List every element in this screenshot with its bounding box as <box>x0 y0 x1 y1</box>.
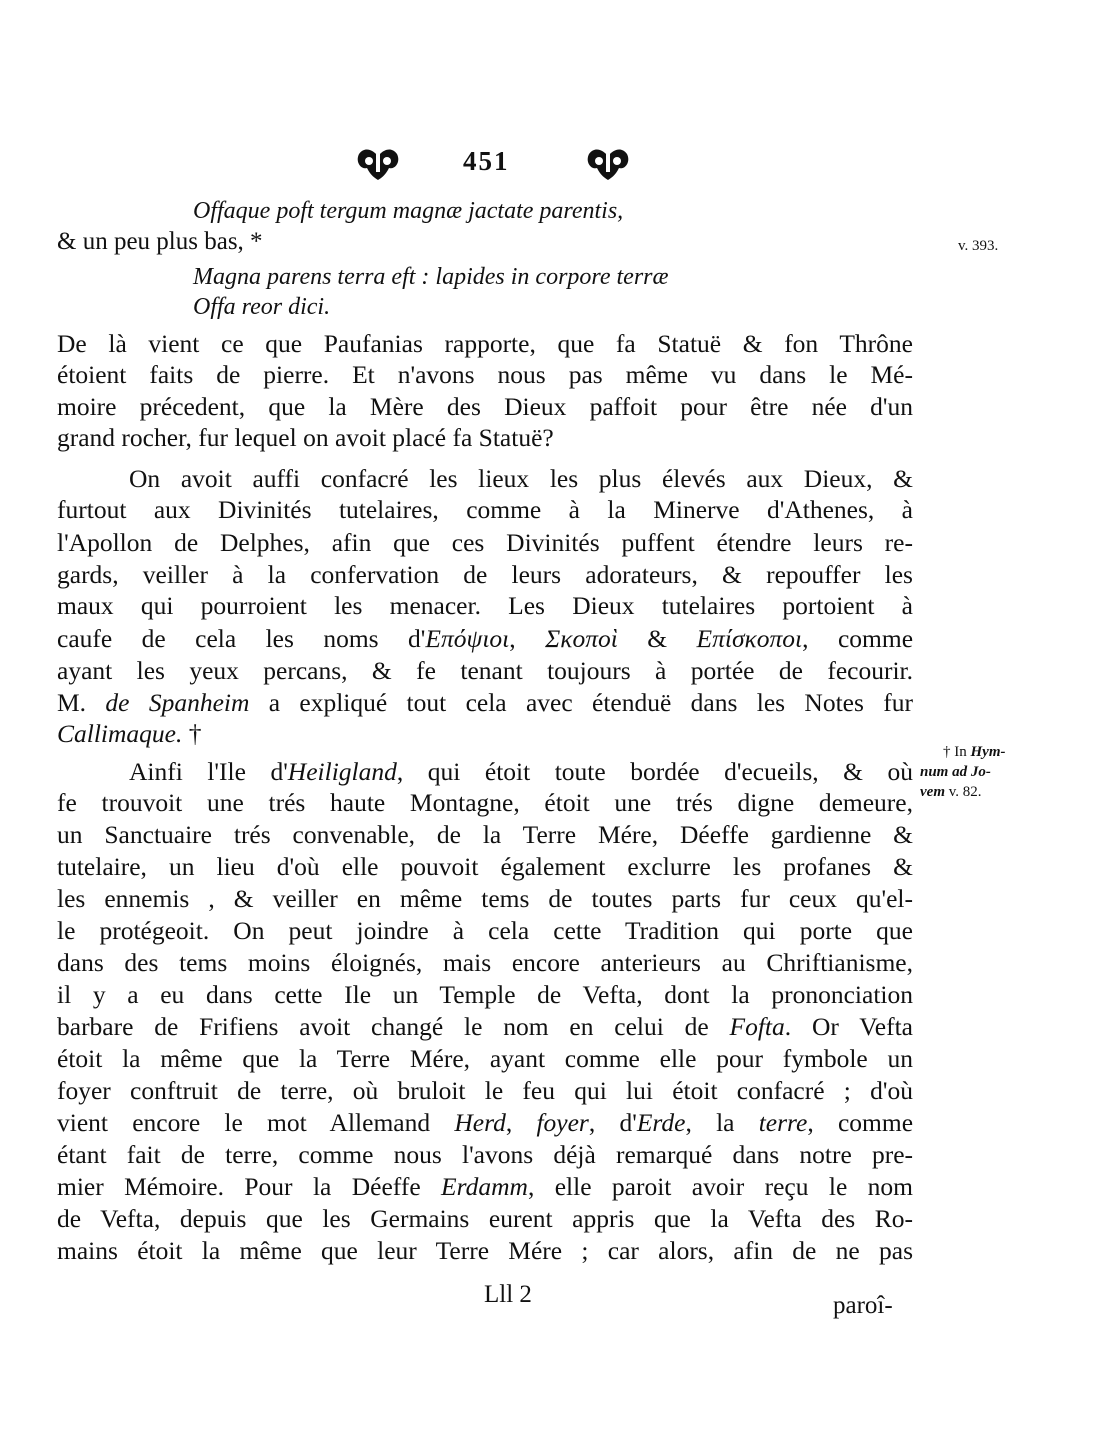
text-line: dans des tems moins éloignés, mais encore anterieurs au Chriftianisme, <box>57 948 913 977</box>
fleuron-ornament-right-icon <box>585 146 631 180</box>
verse-intro: & un peu plus bas, * <box>57 228 263 255</box>
text-line: étant fait de terre, comme nous l'avons déjà remarqué dans notre pre- <box>57 1140 913 1169</box>
page-number: 451 <box>463 146 510 176</box>
text-line <box>57 756 913 787</box>
text-line: ayant les yeux percans, & fe tenant toujours à portée de fecourir. <box>57 656 913 685</box>
place-name: Heiligland <box>287 757 397 786</box>
dagger-icon: † <box>943 744 951 760</box>
greek-term: Επόψιοι <box>425 624 510 653</box>
margin-verse-reference: v. 393. <box>958 238 999 254</box>
text-line: l'Apollon de Delphes, afin que ces Divinités puffent étendre leurs re- <box>57 528 913 557</box>
margin-footnote-line <box>943 744 1006 761</box>
greek-term: Σκοποὶ <box>545 624 618 653</box>
text-line <box>57 687 913 718</box>
text-segment: caufe de cela les noms d' <box>57 624 426 653</box>
text-line <box>57 1011 913 1042</box>
place-name: Fofta <box>729 1012 785 1041</box>
greek-term: Επίσκοποι <box>696 624 803 653</box>
text-line: maux qui pourroient les menacer. Les Dieux tutelaires portoient à <box>57 591 913 620</box>
text-segment: M. <box>57 688 106 717</box>
text-line: foyer conftruit de terre, où bruloit le feu qui lui étoit confacré ; d'où <box>57 1076 913 1105</box>
footnote-marker: † <box>182 719 202 748</box>
text-segment: , <box>505 1108 537 1137</box>
text-line: grand rocher, fur lequel on avoit placé fa Statuë? <box>57 423 554 452</box>
text-segment: mier Mémoire. Pour la Déeffe <box>57 1172 442 1201</box>
german-term: Erde <box>636 1108 686 1137</box>
margin-footnote-line <box>920 784 982 801</box>
text-line: fe trouvoit une trés haute Montagne, étoit une trés digne demeure, <box>57 788 913 817</box>
text-segment: barbare de Frifiens avoit changé le nom en celui de <box>57 1012 730 1041</box>
german-term: Herd <box>454 1108 506 1137</box>
text-line: les ennemis , & veiller en même tems de toutes parts fur ceux qu'el- <box>57 884 913 913</box>
text-segment: . Or Vefta <box>784 1012 913 1041</box>
text-line: étoit la même que la Terre Mére, ayant comme elle pour fymbole un <box>57 1044 913 1073</box>
text-line: un Sanctuaire trés convenable, de la Terre Mére, Déeffe gardienne & <box>57 820 913 849</box>
latin-verse-2: Magna parens terra eft : lapides in corpore terræ <box>193 264 669 290</box>
footnote-text: num ad Jo- <box>920 764 991 780</box>
footnote-text: v. 82. <box>944 784 982 800</box>
text-line: furtout aux Divinités tutelaires, comme à la Minerve d'Athenes, à <box>57 495 913 524</box>
signature-mark: Lll 2 <box>484 1281 532 1308</box>
footnote-text: In <box>954 744 971 760</box>
text-line: tutelaire, un lieu d'où elle pouvoit également exclurre les profanes & <box>57 852 913 881</box>
text-line <box>57 1107 913 1138</box>
text-line: il y a eu dans cette Ile un Temple de Vefta, dont la prononciation <box>57 980 913 1009</box>
text-line: De là vient ce que Paufanias rapporte, que fa Statuë & fon Thrône <box>57 329 913 358</box>
author-name: Callimaque. <box>57 719 183 748</box>
text-line <box>57 718 913 749</box>
text-line: On avoit auffi confacré les lieux les plus élevés aux Dieux, & <box>129 464 913 493</box>
french-term: terre <box>758 1108 808 1137</box>
latin-verse-1: Offaque poft tergum magnæ jactate parentis, <box>193 198 624 224</box>
text-line: le protégeoit. On peut joindre à cela cette Tradition qui porte que <box>57 916 913 945</box>
footnote-text: vem <box>920 784 945 800</box>
text-segment: a expliqué tout cela avec étenduë dans les Notes fur <box>249 688 913 717</box>
text-line-greek <box>57 623 913 654</box>
page-header <box>355 146 635 180</box>
deity-name: Erdamm <box>441 1172 528 1201</box>
text-segment: , <box>509 624 546 653</box>
author-name: de Spanheim <box>105 688 250 717</box>
text-line: mains étoit la même que leur Terre Mére ; car alors, afin de ne pas <box>57 1236 913 1265</box>
french-term: foyer <box>536 1108 589 1137</box>
text-segment: , la <box>685 1108 759 1137</box>
text-line <box>57 1171 913 1202</box>
text-line: de Vefta, depuis que les Germains eurent appris que la Vefta des Ro- <box>57 1204 913 1233</box>
text-segment: & <box>617 624 697 653</box>
text-segment: , qui étoit toute bordée d'ecueils, & où <box>396 757 914 786</box>
footnote-text: Hym- <box>970 744 1006 760</box>
text-segment: , d' <box>588 1108 637 1137</box>
text-segment: , comme <box>802 624 914 653</box>
fleuron-ornament-left-icon <box>355 146 401 180</box>
catchword: paroî- <box>833 1292 893 1319</box>
text-line: étoient faits de pierre. Et n'avons nous pas même vu dans le Mé- <box>57 360 913 389</box>
text-segment: Ainfi l'Ile d' <box>129 757 288 786</box>
margin-footnote-line <box>920 764 991 781</box>
text-line: moire précedent, que la Mère des Dieux paffoit pour être née d'un <box>57 392 913 421</box>
text-segment: , elle paroit avoir reçu le nom <box>527 1172 914 1201</box>
text-segment: vient encore le mot Allemand <box>57 1108 455 1137</box>
text-segment: , comme <box>807 1108 914 1137</box>
text-line: gards, veiller à la confervation de leurs adorateurs, & repouffer les <box>57 560 913 589</box>
latin-verse-3: Offa reor dici. <box>193 294 331 320</box>
